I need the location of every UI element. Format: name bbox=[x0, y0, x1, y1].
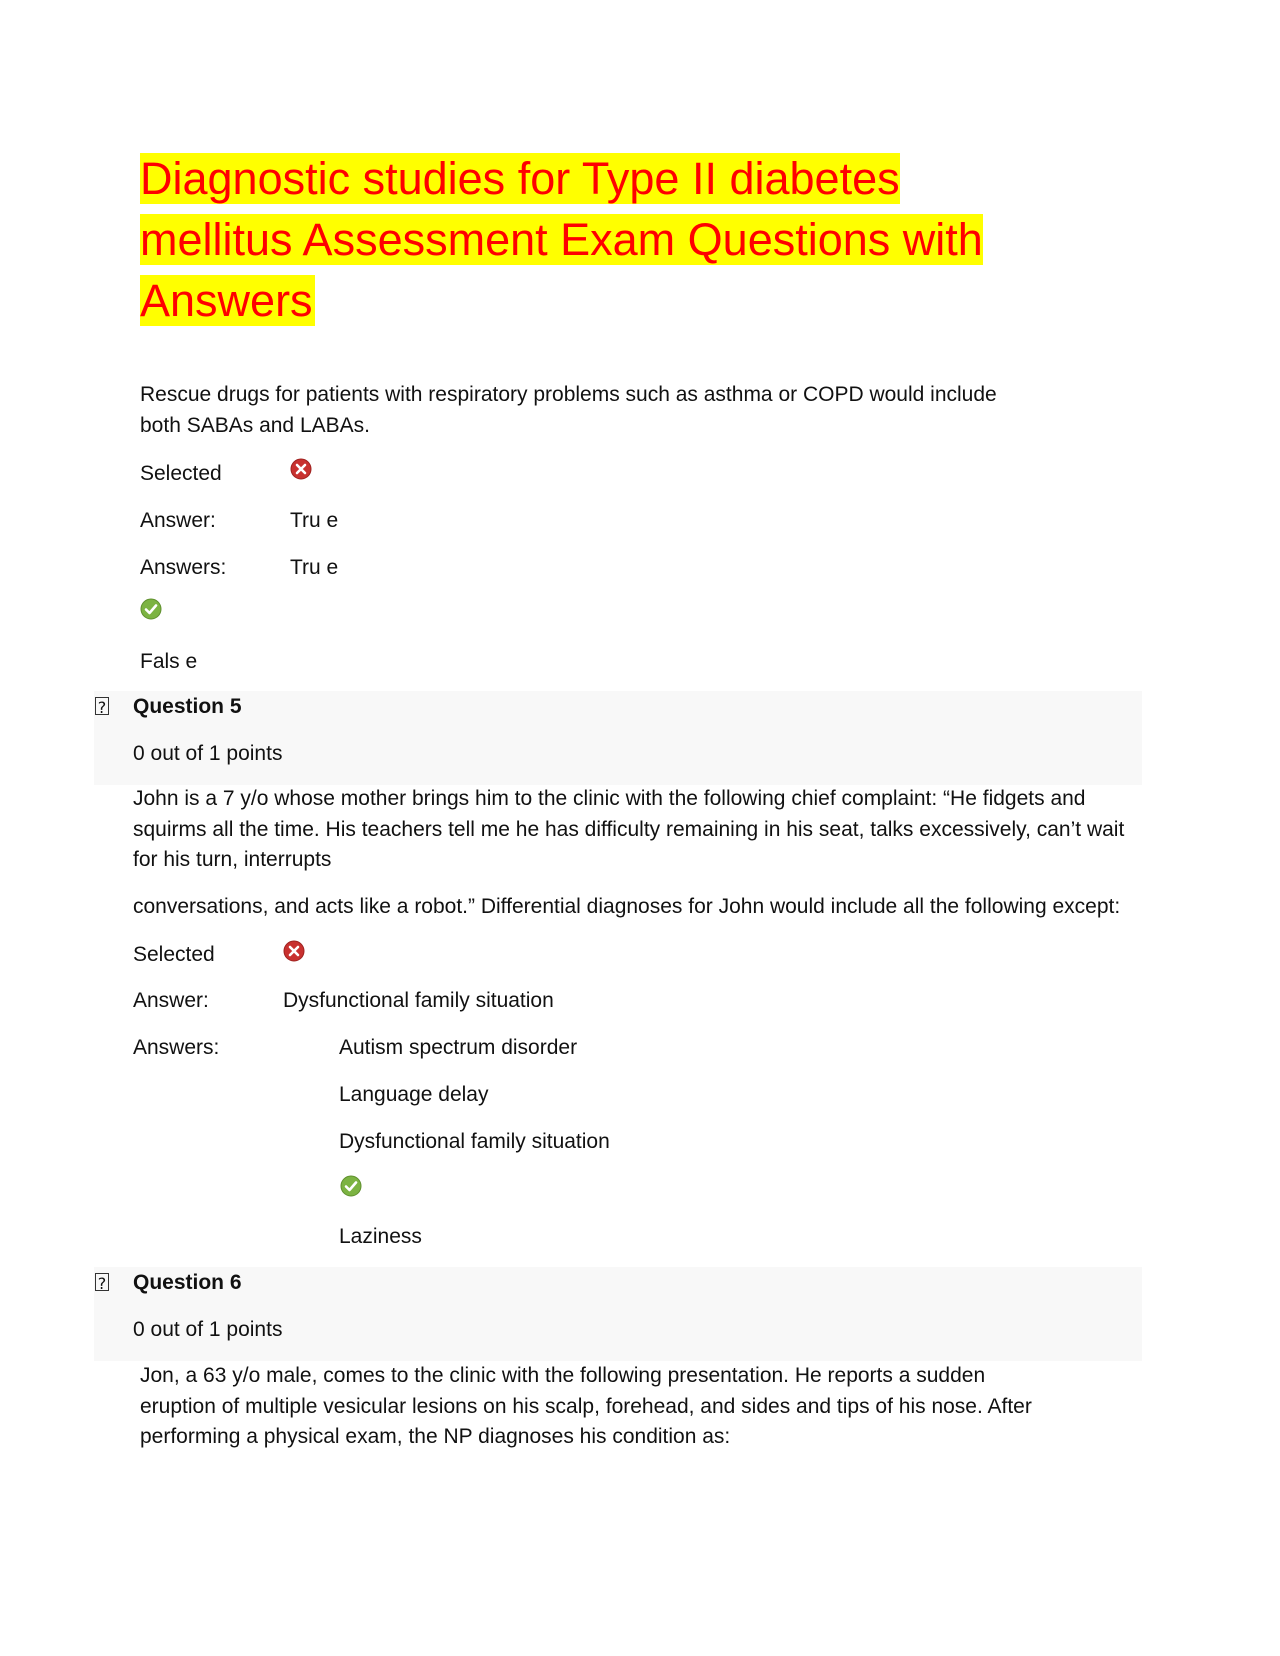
q5-option-4: Laziness bbox=[339, 1225, 422, 1248]
question-5-marker: ? bbox=[95, 697, 109, 715]
question-6-header-band bbox=[94, 1267, 1142, 1361]
question-6-marker: ? bbox=[95, 1273, 109, 1291]
question-6-heading: Question 6 bbox=[133, 1271, 242, 1294]
question-5-heading: Question 5 bbox=[133, 695, 242, 718]
question-5-score: 0 out of 1 points bbox=[133, 742, 283, 765]
q5-selected-label: Selected bbox=[133, 943, 215, 966]
q5-option-1: Autism spectrum disorder bbox=[339, 1036, 578, 1059]
q4-option-1: Tru e bbox=[290, 556, 339, 579]
q5-answers-label: Answers: bbox=[133, 1036, 220, 1059]
document-title: Diagnostic studies for Type II diabetes mellitus Assessment Exam Questions with Answers bbox=[140, 153, 983, 326]
q4-selected-label: Selected bbox=[140, 462, 222, 485]
q4-selected-answer: Tru e bbox=[290, 509, 339, 532]
q6-prompt: Jon, a 63 y/o male, comes to the clinic with the following presentation. He reports a sudden eruption of multiple vesicular lesions on his scalp, forehead, and sides and tips of his nose. After performing a physical exam, the NP diagnoses his condition as: bbox=[140, 1364, 1032, 1448]
x-circle-icon bbox=[290, 458, 312, 480]
q5-option-3: Dysfunctional family situation bbox=[339, 1130, 610, 1153]
q4-answer-label: Answer: bbox=[140, 509, 216, 532]
q5-option-2: Language delay bbox=[339, 1083, 489, 1106]
q4-option-2: Fals e bbox=[140, 650, 198, 673]
question-5-header-band bbox=[94, 691, 1142, 785]
q5-selected-answer: Dysfunctional family situation bbox=[283, 989, 554, 1012]
question-6-score: 0 out of 1 points bbox=[133, 1318, 283, 1341]
q4-prompt: Rescue drugs for patients with respiratory problems such as asthma or COPD would include both SABAs and LABAs. bbox=[140, 383, 997, 437]
check-circle-icon bbox=[140, 598, 162, 620]
q5-answer-label: Answer: bbox=[133, 989, 209, 1012]
q4-answers-label: Answers: bbox=[140, 556, 227, 579]
check-circle-icon bbox=[340, 1175, 362, 1197]
x-circle-icon bbox=[283, 940, 305, 962]
q5-prompt-part-2: conversations, and acts like a robot.” Differential diagnoses for John would include all the following except: bbox=[133, 895, 1121, 918]
q5-prompt-part-1: John is a 7 y/o whose mother brings him to the clinic with the following chief complaint: “He fidgets and squirms all the time. His teachers tell me he has difficulty remaining in his seat, talks excessively, can’t wait for his turn, interrupts bbox=[133, 787, 1125, 871]
